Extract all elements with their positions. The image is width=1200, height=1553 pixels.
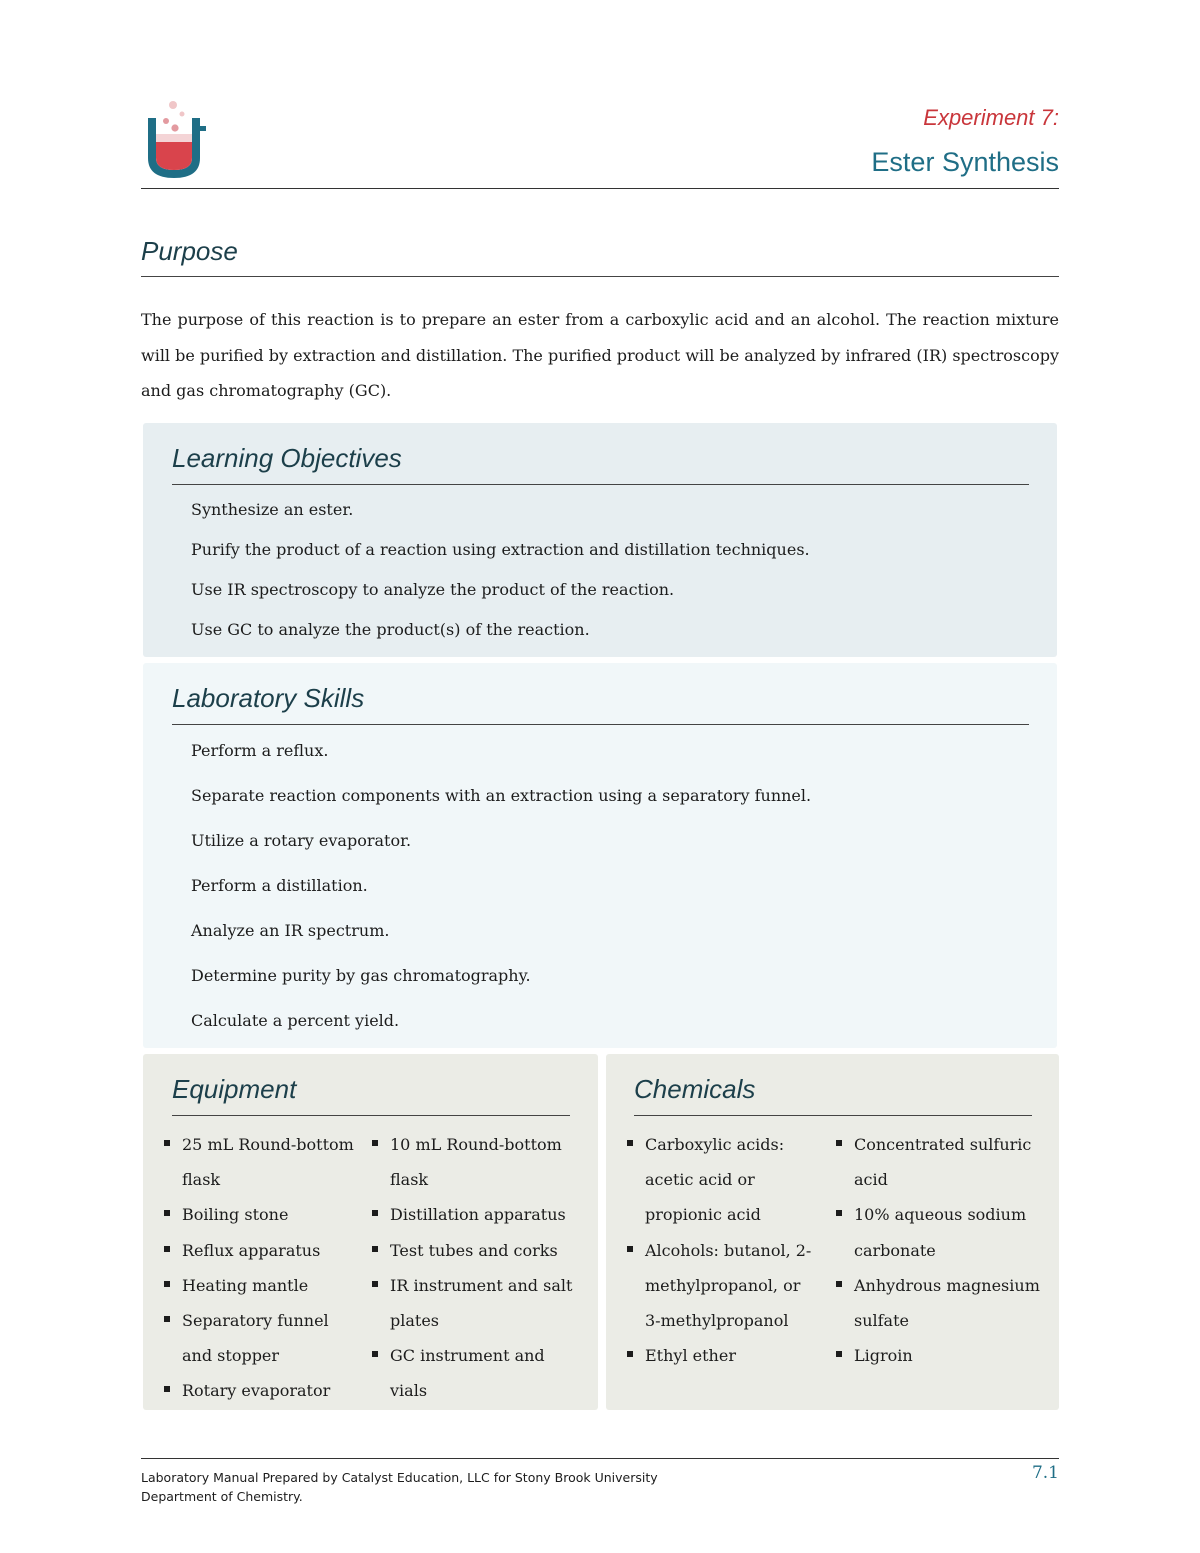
objectives-divider [172,484,1029,485]
learning-objectives-panel [143,423,1057,657]
equipment-list-right [372,1127,580,1409]
chemical-item: 10% aqueous sodium carbonate [836,1197,1041,1267]
equipment-item: Boiling stone [164,1197,360,1232]
chemical-item: Ligroin [836,1338,1041,1373]
skills-heading: Laboratory Skills [172,683,365,713]
purpose-heading: Purpose [141,236,238,266]
skill-item: Determine purity by gas chromatography. [191,966,531,985]
objective-item: Purify the product of a reaction using extraction and distillation techniques. [191,540,810,559]
skill-item: Utilize a rotary evaporator. [191,831,412,850]
equipment-item: Separatory funnel and stopper [164,1303,360,1373]
footer-credit [141,1468,841,1506]
objectives-list [191,498,810,658]
skill-item: Perform a reflux. [191,741,329,760]
chemical-item: Concentrated sulfuric acid [836,1127,1041,1197]
equipment-item: 25 mL Round-bottom flask [164,1127,360,1197]
skills-divider [172,724,1029,725]
equipment-item: IR instrument and salt plates [372,1268,580,1338]
chemicals-heading: Chemicals [634,1074,756,1104]
skill-item: Perform a distillation. [191,876,368,895]
laboratory-skills-panel [143,663,1057,1048]
equipment-divider [172,1115,570,1116]
skill-item: Separate reaction components with an extraction using a separatory funnel. [191,786,812,805]
equipment-item: GC instrument and vials [372,1338,580,1408]
footer-line-1: Laboratory Manual Prepared by Catalyst Education, LLC for Stony Brook University [141,1470,658,1485]
purpose-divider [141,276,1059,277]
equipment-item: Test tubes and corks [372,1233,580,1268]
chemical-item: Anhydrous magnesium sulfate [836,1268,1041,1338]
footer-line-2: Department of Chemistry. [141,1489,303,1504]
objective-item: Use GC to analyze the product(s) of the reaction. [191,620,590,639]
objectives-heading: Learning Objectives [172,443,402,473]
footer-divider [141,1458,1059,1459]
skill-item: Analyze an IR spectrum. [191,921,390,940]
chemical-item: Carboxylic acids: acetic acid or propionic acid [627,1127,817,1233]
chemicals-list-left [627,1127,817,1373]
header-divider [141,188,1059,189]
beaker-logo-icon [144,100,210,180]
skill-item: Calculate a percent yield. [191,1011,400,1030]
experiment-label: Experiment 7: [923,105,1059,130]
equipment-list-left [164,1127,360,1409]
objective-item: Use IR spectroscopy to analyze the product of the reaction. [191,580,675,599]
equipment-heading: Equipment [172,1074,297,1104]
equipment-panel [143,1054,598,1410]
chemicals-panel [606,1054,1059,1410]
experiment-title: Ester Synthesis [871,147,1059,177]
equipment-item: Rotary evaporator [164,1373,360,1408]
purpose-text: The purpose of this reaction is to prepare an ester from a carboxylic acid and an alcohol. The reaction mixture will be purified by extraction and distillation. The purified product will be analyzed by infrared (IR) spectroscopy and gas chromatography (GC). [141,310,1059,400]
page-number: 7.1 [1031,1463,1059,1483]
chemicals-list-right [836,1127,1041,1373]
equipment-item: Reflux apparatus [164,1233,360,1268]
equipment-item: 10 mL Round-bottom flask [372,1127,580,1197]
equipment-item: Heating mantle [164,1268,360,1303]
chemical-item: Ethyl ether [627,1338,817,1373]
skills-list [191,739,811,1054]
equipment-item: Distillation apparatus [372,1197,580,1232]
chemicals-divider [634,1115,1032,1116]
objective-item: Synthesize an ester. [191,500,354,519]
chemical-item: Alcohols: butanol, 2-methylpropanol, or 3-methylpropanol [627,1233,817,1339]
